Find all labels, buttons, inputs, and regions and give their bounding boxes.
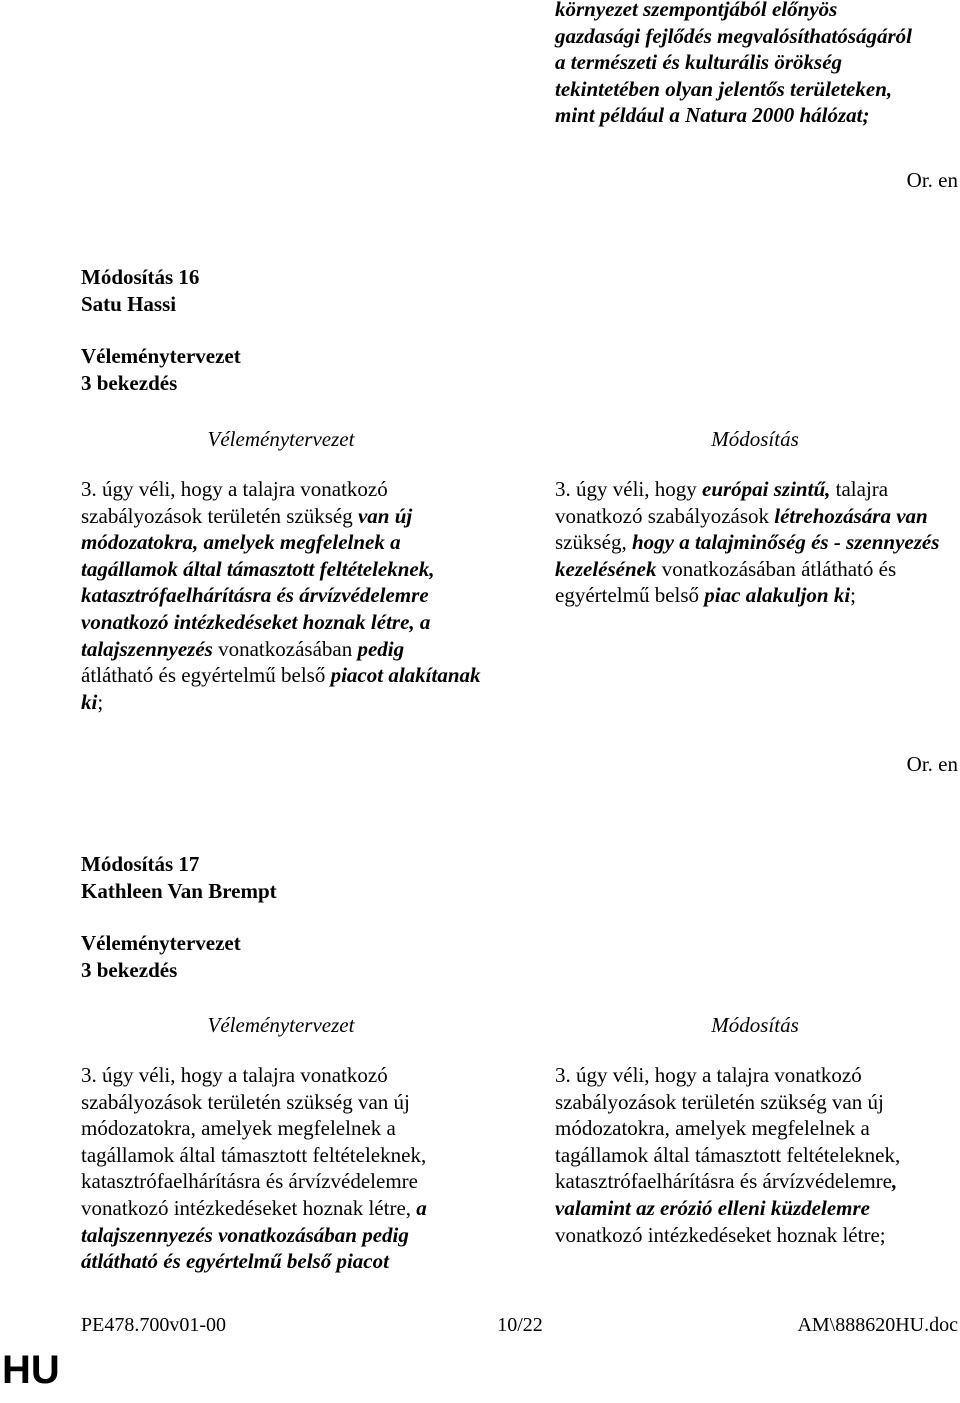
footer-language-code: HU xyxy=(2,1348,60,1392)
amendment-16-header xyxy=(81,264,581,396)
amendment-author: Satu Hassi xyxy=(81,291,177,316)
text-run: van új módozatokra, amelyek megfelelnek a tagállamok által támasztott feltételeknek, katasztrófaelhárításra és árvízvédelemre vonatkozó intézkedéseket hoznak létre, a talajszennyezés xyxy=(81,503,435,661)
text-line: környezet szempontjából előnyös xyxy=(555,0,838,21)
text-run: 3. úgy véli, hogy a talajra vonatkozó szabályozások területén szükség xyxy=(81,477,388,528)
footer-file-name: AM\888620HU.doc xyxy=(797,1314,958,1336)
text-run: vonatkozásában átlátható és egyértelmű belső xyxy=(555,556,897,608)
amendment-17-left-text xyxy=(81,1062,481,1275)
amendment-16-left-text xyxy=(81,476,481,715)
text-run: átlátható és egyértelmű belső xyxy=(81,663,331,688)
top-continuation-text xyxy=(555,0,960,129)
original-language-label: Or. en xyxy=(906,752,958,776)
text-line: gazdasági fejlődés megvalósíthatóságáról xyxy=(555,23,912,48)
text-run: európai szintű, xyxy=(702,477,831,501)
text-run: vonatkozásában xyxy=(212,636,358,661)
text-line: tekintetében olyan jelentős területeken, xyxy=(555,76,893,101)
text-run: ; xyxy=(850,583,856,608)
column-header-left: Véleménytervezet xyxy=(207,427,355,451)
column-header-left: Véleménytervezet xyxy=(207,1013,355,1037)
amendment-17-header xyxy=(81,851,581,983)
amendment-author: Kathleen Van Brempt xyxy=(81,878,277,903)
text-run: 3. úgy véli, hogy a talajra vonatkozó szabályozások területén szükség van új módozatokra, amelyek megfelelnek a tagállamok által támasztott feltételeknek, katasztrófaelhárításra és árvízvédelemre vonatkozó intézkedéseket hoznak létre, xyxy=(81,1063,427,1220)
amendment-paragraph: 3 bekezdés xyxy=(81,370,178,395)
text-line: mint például a Natura 2000 hálózat; xyxy=(555,103,870,128)
amendment-title: Módosítás 17 xyxy=(81,852,200,876)
text-run: ; xyxy=(97,689,104,714)
text-run: piacot alakítanak ki xyxy=(81,663,481,714)
amendment-title: Módosítás 16 xyxy=(81,265,200,289)
amendment-16-right-text xyxy=(555,476,955,609)
text-run: piac alakuljon ki xyxy=(704,583,851,608)
text-run: pedig xyxy=(357,636,405,661)
text-line: a természeti és kulturális örökség xyxy=(555,50,843,75)
amendment-document: Véleménytervezet xyxy=(81,344,241,369)
column-header-right: Módosítás xyxy=(711,427,799,451)
footer-page-number: 10/22 xyxy=(497,1314,543,1336)
text-run: talajra vonatkozó szabályozások xyxy=(555,477,889,528)
text-run: hogy a talajminőség és - szennyezés kezelésének xyxy=(555,530,940,581)
footer-document-ref: PE478.700v01-00 xyxy=(81,1314,226,1336)
text-run: , valamint az erózió elleni küzdelemre xyxy=(555,1169,898,1220)
column-header-right: Módosítás xyxy=(711,1013,799,1037)
text-run: a talajszennyezés vonatkozásában pedig átlátható és egyértelmű belső piacot xyxy=(81,1195,427,1274)
amendment-document: Véleménytervezet xyxy=(81,931,241,956)
original-language-label: Or. en xyxy=(906,168,958,192)
text-run: vonatkozó intézkedéseket hoznak létre; xyxy=(555,1222,886,1247)
text-run: 3. úgy véli, hogy xyxy=(555,477,702,501)
text-run: 3. úgy véli, hogy a talajra vonatkozó szabályozások területén szükség van új módozatokra, amelyek megfelelnek a tagállamok által támasztott feltételeknek, katasztrófaelhárításra és árvízvédelemre xyxy=(555,1063,901,1194)
text-run: létrehozására van xyxy=(774,503,928,528)
text-run: szükség, xyxy=(555,530,632,555)
amendment-17-right-text xyxy=(555,1062,955,1248)
amendment-paragraph: 3 bekezdés xyxy=(81,957,178,982)
